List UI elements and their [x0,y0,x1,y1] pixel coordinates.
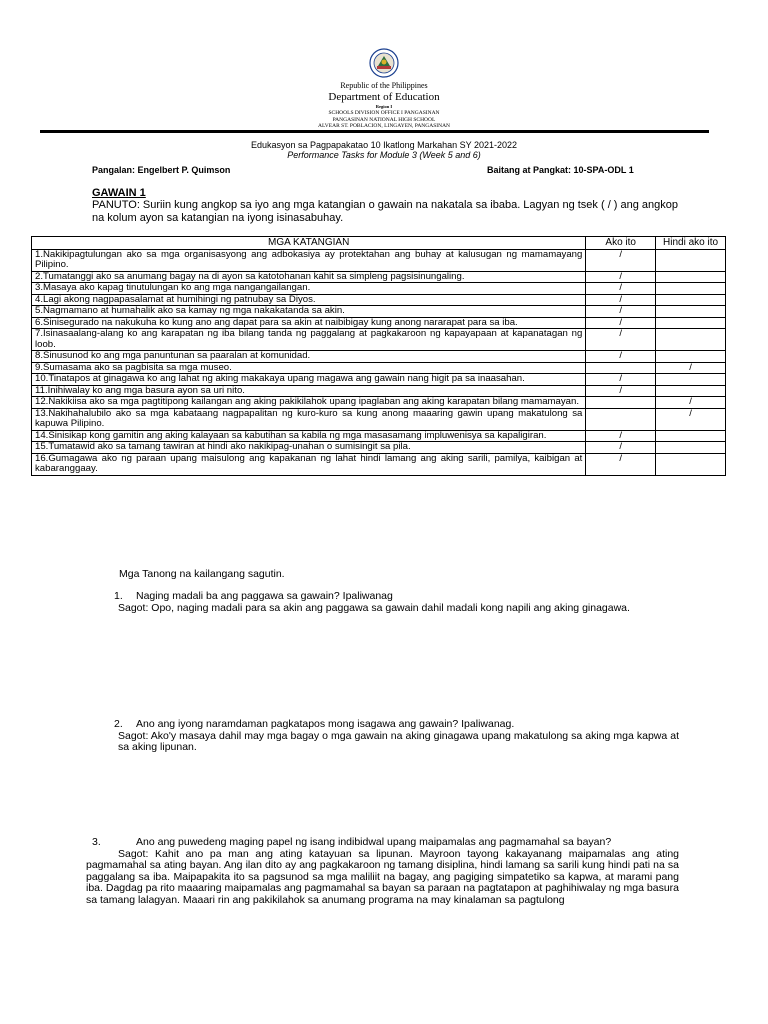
ako-ito-mark: / [586,430,656,442]
hindi-ako-ito-mark [656,271,726,283]
column-header-traits: MGA KATANGIAN [32,237,586,250]
answer-text: Sagot: Kahit ano pa man ang ating katayuan sa lipunan. Mayroon tayong kakayanang maipamalas ang ating pagmamahal sa ating bayan. Ang ilan dito ay ang pagkakaroon ng tamang disiplina, hindi lamang sa sarili kung hindi pati na sa paggalang sa iba. Maipapakita ito sa pagsunod sa mga maliliit na bagay, ang pagiging simpatetiko sa kapwa, at marami pang iba. Dagdag pa rito maaaring maipamalas ang pagmamahal sa bayan sa paraan na pagtatapon at paghihiwalay ng mga basura sa tamang lalagyan. Maaari rin ang pakikilahok sa anumang programa na may kinalaman sa pagtulong [86,847,679,906]
ako-ito-mark: / [586,294,656,306]
ako-ito-mark [586,408,656,430]
column-header-ako-ito: Ako ito [586,237,656,250]
republic-line: Republic of the Philippines [340,81,428,90]
ako-ito-mark [586,397,656,409]
table-row [32,306,726,318]
trait-text: 4.Lagi akong nagpapasalamat at humihingi ng patnubay sa Diyos. [32,294,586,306]
trait-text: 14.Sinisikap kong gamitin ang aking kalayaan sa kabutihan sa kabila ng mga masasamang impluwenisya sa kapaligiran. [32,430,586,442]
answer-text: Sagot: Opo, naging madali para sa akin ang paggawa sa gawain dahil madali kong napili ang aking ginagawa. [118,601,630,614]
table-row [32,374,726,386]
header-divider [40,130,709,133]
table-row [32,249,726,271]
trait-text: 12.Nakikiisa ako sa mga pagtitipong kailangan ang aking pakikilahok upang ipaglaban ang aking karapatan bilang mamamayan. [32,397,586,409]
hindi-ako-ito-mark [656,249,726,271]
trait-text: 7.Isinasaalang-alang ko ang karapatan ng iba bilang tanda ng paggalang at pagkakaroon ng kapayapaan at kapanatagan ng loob. [32,329,586,351]
document-titles [0,140,768,160]
trait-text: 16.Gumagawa ako ng paraan upang maisulong ang kapakanan ng lahat hindi lamang ang aking sarili, pamilya, kaibigan at kabaranggaay. [32,453,586,475]
ako-ito-mark: / [586,329,656,351]
trait-text: 5.Nagmamano at humahalik ako sa kamay ng mga nakakatanda sa akin. [32,306,586,318]
student-info [92,165,684,175]
ako-ito-mark: / [586,442,656,454]
table-row [32,329,726,351]
hindi-ako-ito-mark [656,294,726,306]
table-row [32,283,726,295]
table-row [32,385,726,397]
table-header-row [32,237,726,250]
activity-title: GAWAIN 1 [92,187,146,199]
question-block [86,836,679,906]
traits-table [31,236,726,476]
hindi-ako-ito-mark: / [656,397,726,409]
ako-ito-mark: / [586,283,656,295]
ako-ito-mark: / [586,374,656,386]
hindi-ako-ito-mark: / [656,362,726,374]
hindi-ako-ito-mark [656,306,726,318]
table-row [32,294,726,306]
table-row [32,408,726,430]
hindi-ako-ito-mark [656,283,726,295]
trait-text: 3.Masaya ako kapag tinutulungan ko ang mga nangangailangan. [32,283,586,295]
ako-ito-mark: / [586,351,656,363]
question-number: 3. [92,836,101,848]
hindi-ako-ito-mark [656,351,726,363]
ako-ito-mark: / [586,453,656,475]
table-row [32,442,726,454]
table-row [32,430,726,442]
deped-seal-icon [369,48,399,78]
question-block [114,591,679,614]
table-row [32,397,726,409]
question-number: 2. [114,718,123,730]
ako-ito-mark: / [586,249,656,271]
trait-text: 2.Tumatanggi ako sa anumang bagay na di ayon sa katotohanan kahit sa simpleng pagsisinungaling. [32,271,586,283]
ako-ito-mark: / [586,317,656,329]
question-text [114,591,679,603]
question-block [114,719,679,754]
subject-title: Edukasyon sa Pagpapakatao 10 Ikatlong Markahan SY 2021-2022 [250,140,518,150]
hindi-ako-ito-mark [656,442,726,454]
ako-ito-mark: / [586,271,656,283]
letterhead [0,48,768,130]
table-row [32,362,726,374]
ako-ito-mark: / [586,306,656,318]
trait-text: 11.Inihiwalay ko ang mga basura ayon sa uri nito. [32,385,586,397]
column-header-hindi-ako-ito: Hindi ako ito [656,237,726,250]
table-row [32,453,726,475]
question-text [92,836,679,849]
trait-text: 6.Sinisegurado na nakukuha ko kung ano ang dapat para sa akin at naibibigay kung anong nararapat para sa iba. [32,317,586,329]
ako-ito-mark: / [586,385,656,397]
module-title: Performance Tasks for Module 3 (Week 5 and 6) [287,150,481,160]
ako-ito-mark [586,362,656,374]
hindi-ako-ito-mark [656,430,726,442]
question-number: 1. [114,590,123,602]
questions-title: Mga Tanong na kailangang sagutin. [119,568,285,580]
school-name: PANGASINAN NATIONAL HIGH SCHOOL [332,116,436,123]
hindi-ako-ito-mark [656,329,726,351]
hindi-ako-ito-mark [656,453,726,475]
question-label: Ano ang iyong naramdaman pagkatapos mong isagawa ang gawain? Ipaliwanag. [136,718,515,730]
answer-text: Sagot: Ako'y masaya dahil may mga bagay o mga gawain na aking ginagawa upang makatulong sa aking mga kapwa at sa aking lipunan. [118,729,679,753]
hindi-ako-ito-mark [656,317,726,329]
question-label: Naging madali ba ang paggawa sa gawain? Ipaliwanag [136,590,393,602]
question-text [114,719,679,731]
table-row [32,271,726,283]
trait-text: 15.Tumatawid ako sa tamang tawiran at hindi ako nakikipag-unahan o sumisingit sa pila. [32,442,586,454]
region-line: Region I [375,104,393,109]
trait-text: 9.Sumasama ako sa pagbisita sa mga museo. [32,362,586,374]
student-name: Pangalan: Engelbert P. Quimson [92,165,231,175]
trait-text: 1.Nakikipagtulungan ako sa mga organisasyong ang adbokasiya ay protektahan ang buhay at kalusugan ng mamamayang Pilipino. [32,249,586,271]
activity-instruction: PANUTO: Suriin kung angkop sa iyo ang mga katangian o gawain na nakatala sa ibaba. Lagyan ng tsek ( / ) ang angkop na kolum ayon sa katangian na iyong isinasabuhay. [92,199,679,224]
table-row [32,351,726,363]
grade-section: Baitang at Pangkat: 10-SPA-ODL 1 [487,165,634,175]
department-name: Department of Education [328,91,440,103]
hindi-ako-ito-mark [656,385,726,397]
trait-text: 8.Sinusunod ko ang mga panuntunan sa paaralan at komunidad. [32,351,586,363]
question-label: Ano ang puwedeng maging papel ng isang indibidwal upang maipamalas ang pagmamahal sa bayan? [136,836,612,848]
hindi-ako-ito-mark [656,374,726,386]
table-row [32,317,726,329]
hindi-ako-ito-mark: / [656,408,726,430]
division-office-line: SCHOOLS DIVISION OFFICE I PANGASINAN [328,110,440,116]
school-address: ALVEAR ST. POBLACION, LINGAYEN, PANGASINAN [317,123,451,129]
trait-text: 13.Nakihahalubilo ako sa mga kabataang nagpapalitan ng kuro-kuro sa kung anong maaaring gawin upang makatulong sa kapuwa Pilipino. [32,408,586,430]
trait-text: 10.Tinatapos at ginagawa ko ang lahat ng aking makakaya upang magawa ang gawain nang higit pa sa inaasahan. [32,374,586,386]
